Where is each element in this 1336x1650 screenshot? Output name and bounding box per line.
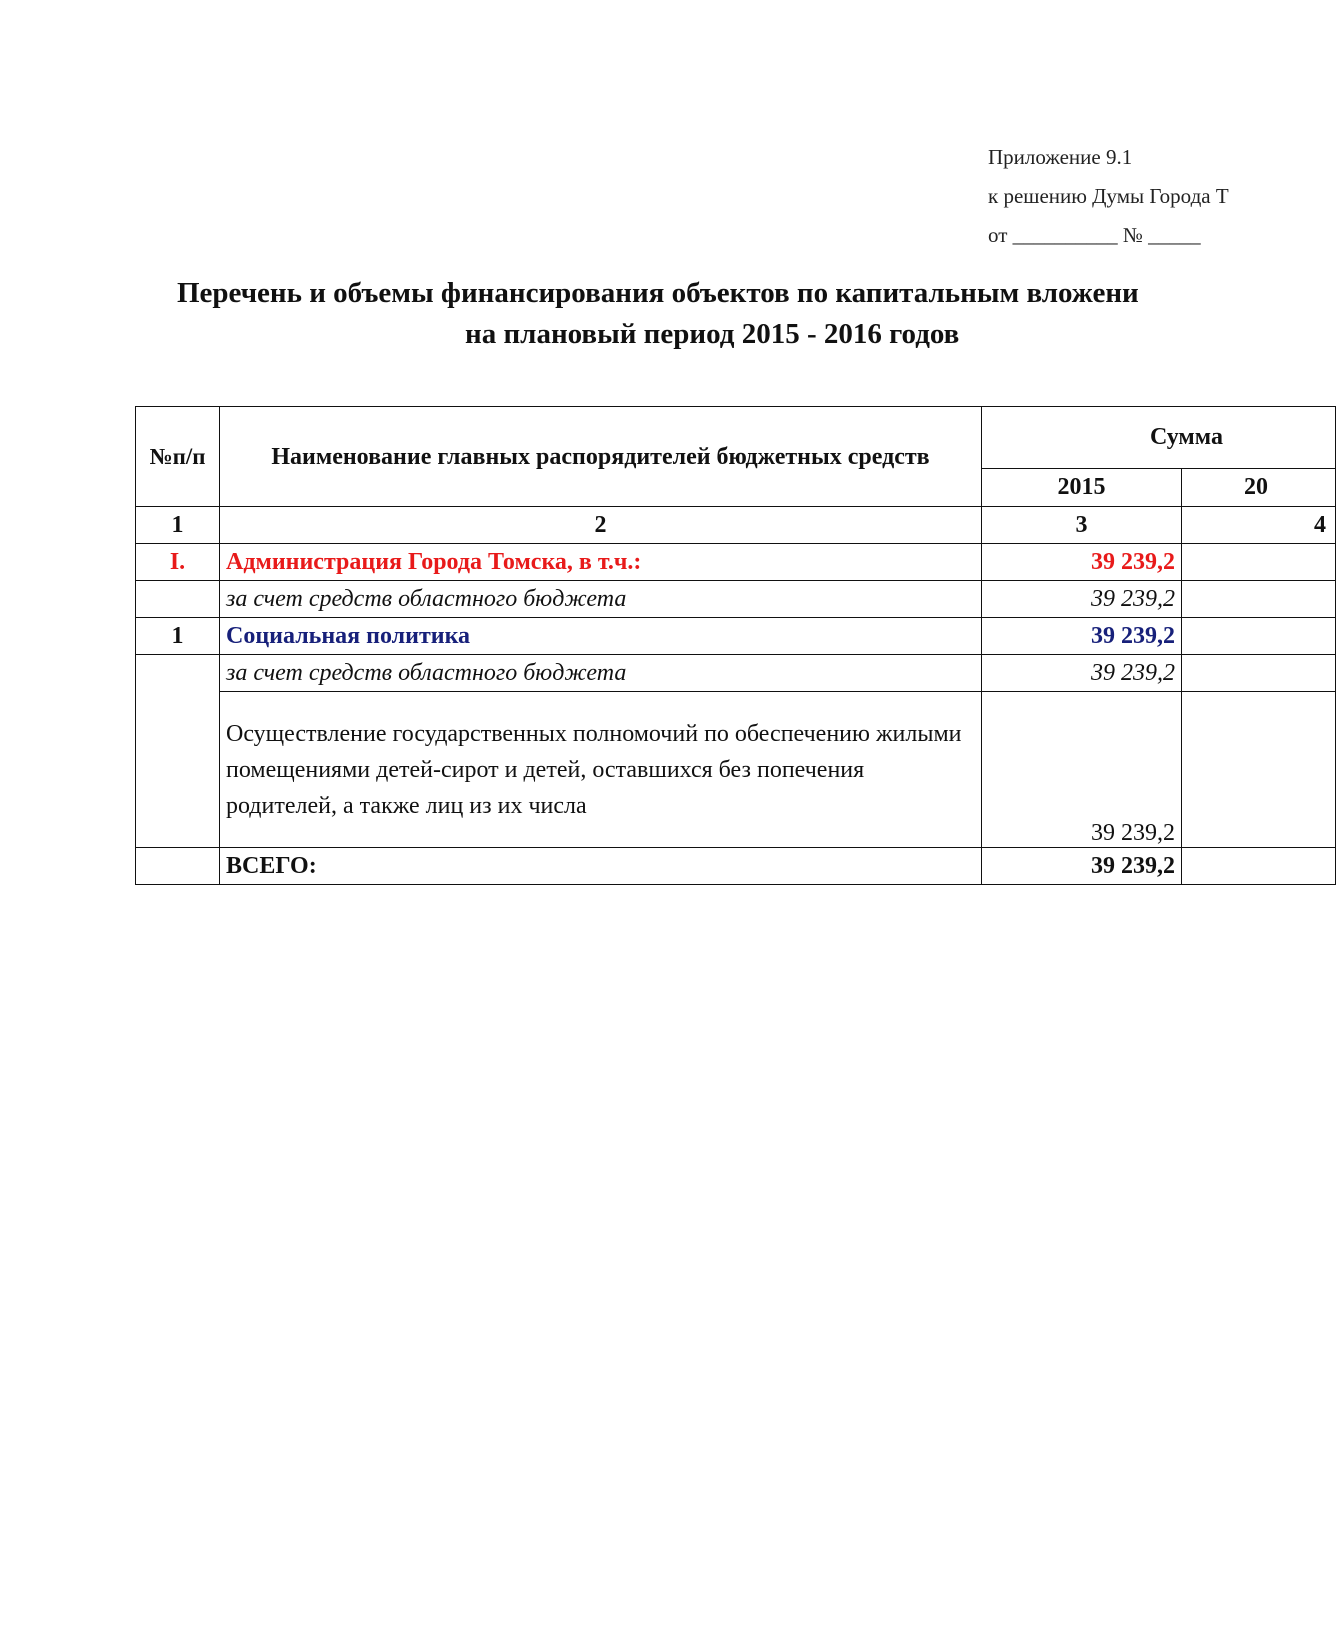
table-row (136, 581, 1336, 618)
row-regional-1-name: за счет средств областного бюджета (220, 581, 982, 618)
row-regional-1-2016 (1182, 581, 1336, 618)
row-total-2016 (1182, 848, 1336, 885)
row-regional-1-num (136, 581, 220, 618)
annex-line-2: к решению Думы Города Т (988, 184, 1229, 208)
table-row (136, 655, 1336, 692)
row-regional-1-2015: 39 239,2 (982, 581, 1182, 618)
title-line-2: на плановый период 2015 - 2016 годов (465, 318, 960, 350)
header-num: №п/п (136, 407, 220, 507)
row-regional-2-num (136, 655, 220, 848)
table-row-total (136, 848, 1336, 885)
header-sum-label: Сумма (1150, 424, 1223, 450)
row-admin-name: Администрация Города Томска, в т.ч.: (220, 544, 982, 581)
index-col-3: 3 (982, 507, 1182, 544)
row-admin-2016 (1182, 544, 1336, 581)
annex-line-1: Приложение 9.1 (988, 145, 1133, 169)
row-program-2016 (1182, 692, 1336, 848)
row-social-name: Социальная политика (220, 618, 982, 655)
annex-line-3: от __________ № _____ (988, 223, 1201, 247)
title-line-1: Перечень и объемы финансирования объектов по капитальным вложени (177, 277, 1139, 309)
row-regional-2-name: за счет средств областного бюджета (220, 655, 982, 692)
annex-block (988, 138, 1229, 255)
table-row (136, 692, 1336, 848)
header-name: Наименование главных распорядителей бюджетных средств (220, 407, 982, 507)
index-col-4: 4 (1182, 507, 1336, 544)
header-year-2016: 20 (1182, 469, 1336, 507)
header-year-2015: 2015 (982, 469, 1182, 507)
table-row (136, 618, 1336, 655)
row-social-num: 1 (136, 618, 220, 655)
row-admin-2015: 39 239,2 (982, 544, 1182, 581)
financing-table (135, 406, 1336, 885)
index-col-2: 2 (220, 507, 982, 544)
row-social-2015: 39 239,2 (982, 618, 1182, 655)
row-admin-num: I. (136, 544, 220, 581)
index-col-1: 1 (136, 507, 220, 544)
row-social-2016 (1182, 618, 1336, 655)
row-regional-2-2016 (1182, 655, 1336, 692)
row-total-name: ВСЕГО: (220, 848, 982, 885)
row-total-num (136, 848, 220, 885)
header-sum (982, 407, 1336, 469)
row-program-name: Осуществление государственных полномочий по обеспечению жилыми помещениями детей-сирот и детей, оставшихся без попечения родителей, а также лиц из их числа (220, 692, 982, 848)
table-row (136, 544, 1336, 581)
row-total-2015: 39 239,2 (982, 848, 1182, 885)
row-regional-2-2015: 39 239,2 (982, 655, 1182, 692)
row-program-2015: 39 239,2 (982, 692, 1182, 848)
